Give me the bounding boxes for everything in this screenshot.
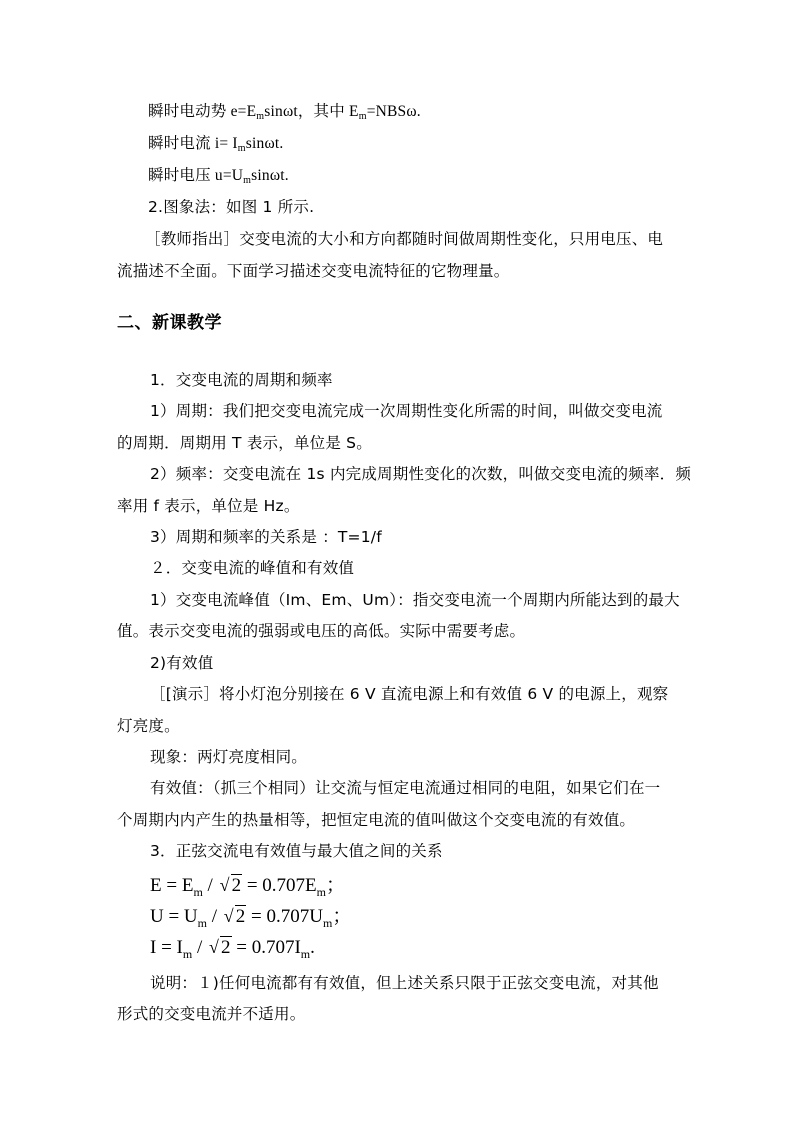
formula-emf: $E = E_m$ / √ $2 = 0.707E_m$；: [150, 875, 345, 899]
teacher-note-line-1: ［教师指出］交变电流的大小和方向都随时间做周期性变化，只用电压、电: [145, 230, 664, 248]
peak-value-line-1: 1）交变电流峰值（Im、Em、Um）：指交变电流一个周期内所能达到的最大: [150, 591, 680, 609]
period-frequency-relation: 3）周期和频率的关系是 ：T=1/f: [150, 528, 382, 546]
effective-definition-line-2: 个周期内内产生的热量相等，把恒定电流的值叫做这个交变电流的有效值。: [117, 811, 636, 829]
topic-3-title: 3．正弦交流电有效值与最大值之间的关系: [150, 842, 443, 860]
frequency-definition-line-1: 2）频率：交变电流在 1s 内完成周期性变化的次数，叫做交变电流的频率．频: [150, 465, 692, 483]
note-line-1: 说明：１)任何电流都有有效值，但上述关系只限于正弦交变电流，对其他: [150, 974, 659, 992]
demo-line-1: ［[演示］将小灯泡分别接在 6 V 直流电源上和有效值 6 V 的电源上，观察: [150, 685, 669, 703]
section-heading: 二、新课教学: [117, 313, 222, 333]
topic-1-title: 1．交变电流的周期和频率: [150, 371, 333, 389]
demo-line-2: 灯亮度。: [117, 717, 180, 735]
period-definition-line-2: 的周期．周期用 T 表示，单位是 S。: [117, 434, 372, 452]
formula-current: $I = I_m$ / √ $2 = 0.707I_m$.: [150, 937, 315, 961]
frequency-definition-line-2: 率用 f 表示，单位是 Hz。: [117, 497, 300, 515]
period-definition-line-1: 1）周期：我们把交变电流完成一次周期性变化所需的时间，叫做交变电流: [150, 402, 663, 420]
instantaneous-current-line: 瞬时电流 $i= I_m\sin\omega t$.: [148, 135, 284, 154]
peak-value-line-2: 值。表示交变电流的强弱或电压的高低。实际中需要考虑。: [117, 622, 526, 640]
note-line-2: 形式的交变电流并不适用。: [117, 1005, 306, 1023]
topic-2-title: ２．交变电流的峰值和有效值: [150, 559, 355, 577]
instantaneous-voltage-line: 瞬时电压 $u=U_m\sin\omega t$.: [148, 167, 289, 186]
graph-method-line: 2.图象法：如图 1 所示.: [148, 198, 315, 216]
effective-value-heading: 2)有效值: [150, 654, 214, 672]
observation-line: 现象：两灯亮度相同。: [150, 748, 308, 766]
instantaneous-emf-line: 瞬时电动势 $e=E_m\sin\omega t$，其中 $E_m=NBS\omega$.: [148, 103, 421, 122]
effective-definition-line-1: 有效值：（抓三个相同）让交流与恒定电流通过相同的电阻，如果它们在一: [150, 779, 661, 797]
formula-voltage: $U = U_m$ / √ $2 = 0.707U_m$；: [150, 906, 352, 930]
teacher-note-line-2: 流描述不全面。下面学习描述交变电流特征的它物理量。: [117, 262, 510, 280]
